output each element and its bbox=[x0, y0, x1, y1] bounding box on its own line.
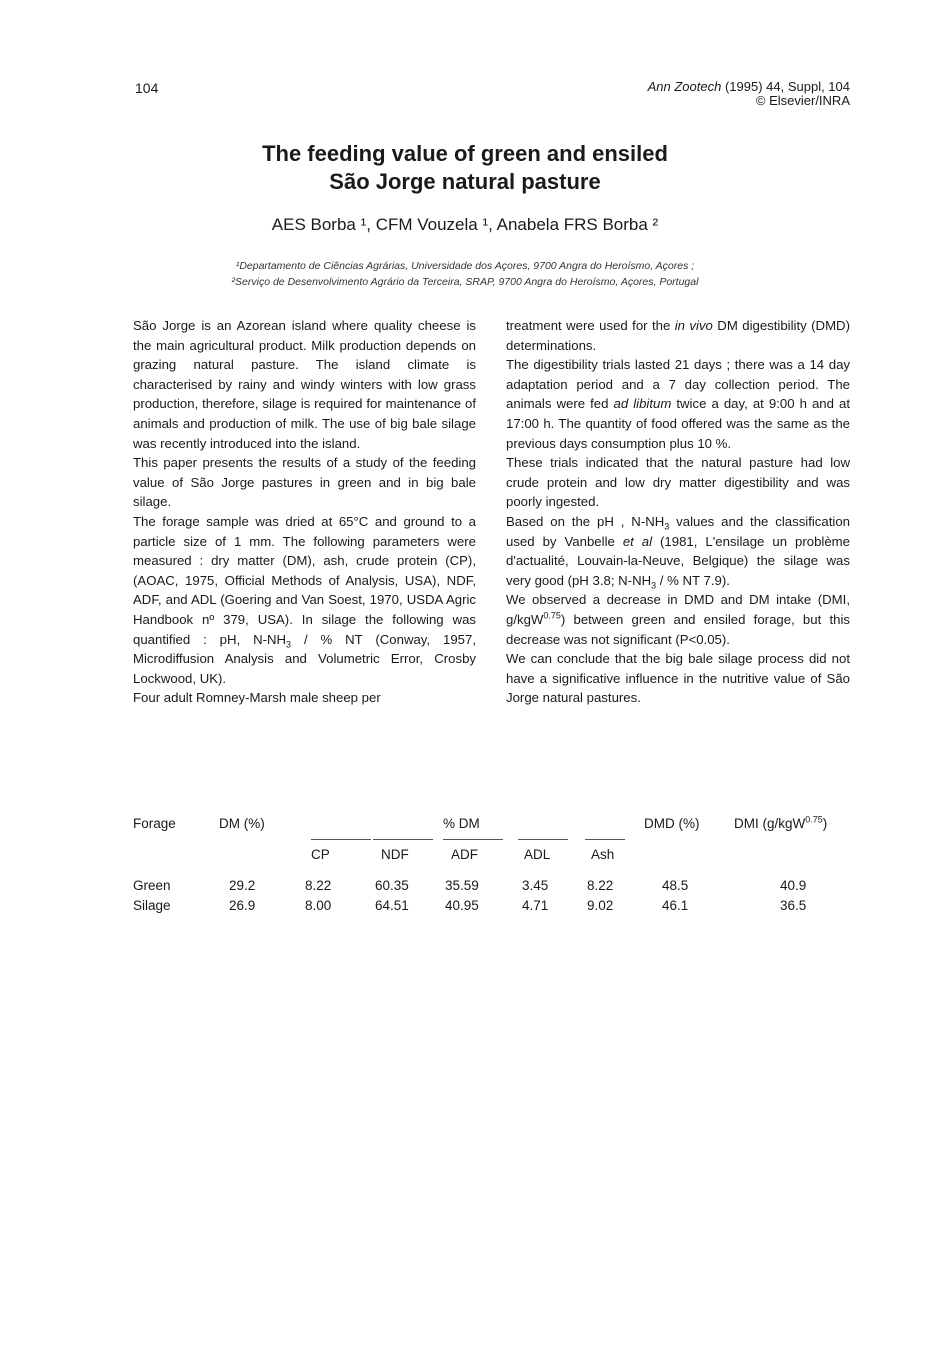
journal-volume: (1995) 44, Suppl, 104 bbox=[721, 79, 850, 94]
paragraph: The forage sample was dried at 65°C and ground to a particle size of 1 mm. The following parameters were measured : dry matter (DM), ash, crude protein (CP), (AOAC, 1975, Official Methods of Analysis, USA), NDF, ADF, and ADL (Goering and Van Soest, 1970, USDA Agric Handbook nº 379, USA). In silage the following was quantified : pH, $N-NH_3$ / % NT (Conway, 1957, Microdiffusion Analysis and Volumetric Error, Crosby Lockwood, UK). bbox=[133, 513, 476, 686]
authors: AES Borba ¹, CFM Vouzela ¹, Anabela FRS Borba ² bbox=[271, 215, 659, 234]
affiliation-2: ²Serviço de Desenvolvimento Agrário da Terceira, SRAP, 9700 Angra do Heroísmo, Açores, Portugal bbox=[231, 276, 699, 288]
table-rule bbox=[373, 839, 433, 840]
journal-name: Ann Zootech bbox=[647, 79, 722, 94]
affiliation-1: ¹Departamento de Ciências Agrárias, Universidade dos Açores, 9700 Angra do Heroísmo, Açores ; bbox=[235, 260, 695, 272]
table-header-pct-dm: % DM bbox=[443, 816, 480, 831]
table-header-forage: Forage bbox=[133, 816, 176, 831]
body-column-left bbox=[133, 316, 476, 708]
table-rule bbox=[443, 839, 503, 840]
table-header-dmd: DMD (%) bbox=[644, 816, 700, 831]
paragraph: São Jorge is an Azorean island where quality cheese is the main agricultural product. Milk production depends on grazing natural pasture. The island climate is characterised by rainy and windy winters with low grass production, therefore, silage is required for maintenance of animals and production of milk. The use of big bale silage was recently introduced into the island. bbox=[133, 318, 476, 451]
article-title bbox=[0, 140, 930, 196]
title-line-2: São Jorge natural pasture bbox=[329, 169, 601, 194]
affiliations bbox=[0, 258, 930, 290]
paragraph: Four adult Romney-Marsh male sheep per bbox=[133, 690, 381, 706]
paragraph: treatment were used for the in vivo DM digestibility (DMD) determinations. bbox=[506, 318, 850, 353]
table-subheader-adf: ADF bbox=[451, 847, 478, 862]
table-subheader-ndf: NDF bbox=[381, 847, 409, 862]
table-rule bbox=[311, 839, 371, 840]
paragraph: These trials indicated that the natural pasture had low crude protein and low dry matter digestibility and was poorly ingested. bbox=[506, 455, 850, 510]
table-subheader-ash: Ash bbox=[591, 847, 615, 862]
table-subheader-cp: CP bbox=[311, 847, 330, 862]
paragraph: Based on the pH , $N-NH_3$ values and the classification used by Vanbelle et al (1981, L'ensilage un problème d'actualité, Louvain-la-Neuve, Belgique) the silage was very good (pH 3.8; $N-NH_3$ / % NT 7.9). bbox=[506, 513, 850, 591]
paragraph: The digestibility trials lasted 21 days ; there was a 14 day adaptation period and a 7 day collection period. The animals were fed ad libitum twice a day, at 9:00 h and at 17:00 h. The quantity of food offered was the same as the previous days consumption plus 10 %. bbox=[506, 357, 850, 451]
page-number: 104 bbox=[135, 80, 159, 96]
paragraph: We observed a decrease in DMD and DM intake (DMI, g/kgW$^{0.75}$) between green and ensiled forage, but this decrease was not significant (P<0.05). bbox=[506, 592, 850, 647]
paragraph: This paper presents the results of a study of the feeding value of São Jorge pastures in green and in big bale silage. bbox=[133, 455, 476, 510]
table-header-dmi: DMI (g/kgW$^{0.75}$) bbox=[734, 814, 828, 831]
journal-citation bbox=[648, 80, 850, 108]
table-subheader-adl: ADL bbox=[524, 847, 551, 862]
publisher: © Elsevier/INRA bbox=[755, 93, 850, 108]
table-rule bbox=[518, 839, 568, 840]
body-column-right bbox=[506, 316, 850, 708]
table-header-dm: DM (%) bbox=[219, 816, 265, 831]
table-rule bbox=[585, 839, 625, 840]
paragraph: We can conclude that the big bale silage process did not have a significative influence in the nutritive value of São Jorge natural pastures. bbox=[506, 651, 850, 706]
title-line-1: The feeding value of green and ensiled bbox=[262, 141, 668, 166]
